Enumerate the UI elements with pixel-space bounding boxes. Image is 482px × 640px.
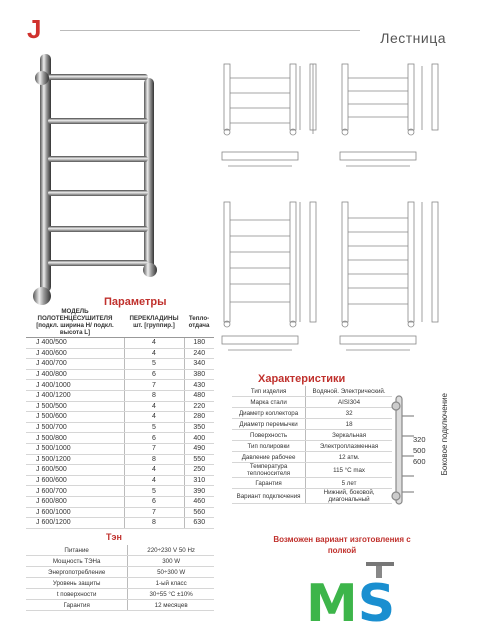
heater-row-cell: t поверхности bbox=[26, 589, 128, 600]
params-row bbox=[26, 454, 214, 465]
heater-row-cell: Питание bbox=[26, 545, 128, 556]
params-row-cell: J 400/600 bbox=[26, 348, 124, 359]
params-row bbox=[26, 401, 214, 412]
chars-row-cell: 18 bbox=[306, 419, 392, 430]
chars-row bbox=[232, 441, 392, 452]
params-row-cell: 5 bbox=[124, 422, 184, 433]
chars-row-cell: AISI304 bbox=[306, 397, 392, 408]
params-row-cell: 460 bbox=[184, 496, 214, 507]
params-row-cell: J 600/800 bbox=[26, 496, 124, 507]
params-row-cell: 4 bbox=[124, 401, 184, 412]
params-row bbox=[26, 443, 214, 454]
params-row-cell: 6 bbox=[124, 369, 184, 380]
params-row-cell: 8 bbox=[124, 390, 184, 401]
heater-row-cell: Мощность ТЭНа bbox=[26, 556, 128, 567]
heater-row bbox=[26, 589, 214, 600]
chars-row-cell: Зеркальная bbox=[306, 430, 392, 441]
drawing-xl-top bbox=[340, 336, 416, 350]
heater-row-cell: 1-ый класс bbox=[128, 578, 214, 589]
drawing-small-top bbox=[222, 152, 298, 166]
brand-logo bbox=[306, 574, 396, 634]
params-row-cell: J 400/1000 bbox=[26, 380, 124, 391]
params-row-cell: 250 bbox=[184, 465, 214, 476]
params-row bbox=[26, 518, 214, 529]
heater-row-cell: Энергопотребление bbox=[26, 567, 128, 578]
params-row bbox=[26, 433, 214, 444]
drawing-small-front bbox=[224, 64, 300, 135]
series-letter: J bbox=[27, 14, 42, 44]
params-row-cell: 5 bbox=[124, 486, 184, 497]
header-divider bbox=[60, 30, 360, 31]
params-row-cell: 480 bbox=[184, 390, 214, 401]
side-connection-label: Боковое подключение bbox=[440, 393, 449, 476]
params-row-cell: 6 bbox=[124, 496, 184, 507]
left-collector bbox=[40, 54, 51, 292]
params-row-cell: 4 bbox=[124, 465, 184, 476]
chars-row-cell: Тип полировки bbox=[232, 441, 306, 452]
params-row bbox=[26, 475, 214, 486]
params-row-cell: 6 bbox=[124, 433, 184, 444]
params-row bbox=[26, 412, 214, 423]
params-row-cell: J 600/700 bbox=[26, 486, 124, 497]
logo-letter-s: S bbox=[357, 574, 396, 634]
params-header-row bbox=[26, 307, 214, 338]
params-row-cell: J 400/500 bbox=[26, 338, 124, 349]
params-row-cell: 4 bbox=[124, 338, 184, 349]
params-row-cell: 220 bbox=[184, 401, 214, 412]
params-row-cell: 430 bbox=[184, 380, 214, 391]
heater-row-cell: 50÷300 W bbox=[128, 567, 214, 578]
params-row-cell: J 500/800 bbox=[26, 433, 124, 444]
params-row-cell: 390 bbox=[184, 486, 214, 497]
params-row-cell: J 600/1000 bbox=[26, 507, 124, 518]
params-col-heat: Тепло-отдача bbox=[184, 307, 214, 338]
params-row-cell: 180 bbox=[184, 338, 214, 349]
heater-row-cell: 30÷55 °C ±10% bbox=[128, 589, 214, 600]
params-row bbox=[26, 380, 214, 391]
params-row-cell: J 600/1200 bbox=[26, 518, 124, 529]
dim-600: 600 bbox=[413, 457, 426, 466]
technical-drawings bbox=[212, 52, 444, 360]
chars-row bbox=[232, 386, 392, 397]
params-row-cell: J 600/600 bbox=[26, 475, 124, 486]
params-row-cell: J 400/700 bbox=[26, 359, 124, 370]
drawing-tall-top bbox=[222, 336, 298, 350]
chars-row bbox=[232, 489, 392, 504]
heater-row-cell: Уровень защиты bbox=[26, 578, 128, 589]
side-dimensions bbox=[413, 434, 426, 467]
params-row-cell: 630 bbox=[184, 518, 214, 529]
chars-row-cell: Тип изделия bbox=[232, 386, 306, 397]
params-row bbox=[26, 486, 214, 497]
params-table bbox=[26, 307, 214, 529]
params-row-cell: J 500/1200 bbox=[26, 454, 124, 465]
chars-row-cell: 32 bbox=[306, 408, 392, 419]
heater-row-cell: 300 W bbox=[128, 556, 214, 567]
chars-row-cell: 115 °C max bbox=[306, 463, 392, 478]
params-row-cell: 5 bbox=[124, 359, 184, 370]
heater-row bbox=[26, 567, 214, 578]
chars-row-cell: Нижний, боковой, диагональный bbox=[306, 489, 392, 504]
heater-row bbox=[26, 600, 214, 611]
params-row bbox=[26, 369, 214, 380]
chars-row bbox=[232, 478, 392, 489]
params-row-cell: 4 bbox=[124, 348, 184, 359]
chars-row-cell: Электроплазменная bbox=[306, 441, 392, 452]
crossbars bbox=[48, 74, 148, 266]
params-row-cell: J 500/700 bbox=[26, 422, 124, 433]
params-row-cell: 280 bbox=[184, 412, 214, 423]
heater-row bbox=[26, 578, 214, 589]
params-row-cell: 350 bbox=[184, 422, 214, 433]
shelf-note: Возможен вариант изготовления с полкой bbox=[273, 535, 411, 555]
dim-320: 320 bbox=[413, 435, 426, 444]
drawing-medium-side bbox=[432, 64, 438, 130]
drawing-xl-front bbox=[342, 202, 438, 327]
params-row-cell: 240 bbox=[184, 348, 214, 359]
params-row-cell: J 600/500 bbox=[26, 465, 124, 476]
dim-500: 500 bbox=[413, 446, 426, 455]
params-col-bars: ПЕРЕКЛАДИНЫ шт. [группир.] bbox=[124, 307, 184, 338]
heater-row-cell: 12 месяцев bbox=[128, 600, 214, 611]
drawing-medium-top bbox=[340, 152, 416, 166]
params-row-cell: 4 bbox=[124, 475, 184, 486]
heater-table bbox=[26, 545, 214, 611]
heater-row-cell: Гарантия bbox=[26, 600, 128, 611]
chars-table bbox=[232, 386, 392, 504]
chars-row-cell: Температура теплоносителя bbox=[232, 463, 306, 478]
chars-row bbox=[232, 452, 392, 463]
params-row bbox=[26, 359, 214, 370]
params-row bbox=[26, 496, 214, 507]
params-row bbox=[26, 390, 214, 401]
chars-row bbox=[232, 430, 392, 441]
chars-row bbox=[232, 463, 392, 478]
params-row-cell: 7 bbox=[124, 380, 184, 391]
params-row-cell: 380 bbox=[184, 369, 214, 380]
params-row-cell: 310 bbox=[184, 475, 214, 486]
params-row-cell: 8 bbox=[124, 518, 184, 529]
params-row-cell: 8 bbox=[124, 454, 184, 465]
params-row-cell: 550 bbox=[184, 454, 214, 465]
params-row-cell: J 500/500 bbox=[26, 401, 124, 412]
chars-row bbox=[232, 419, 392, 430]
params-row-cell: 400 bbox=[184, 433, 214, 444]
bottom-mount bbox=[33, 287, 51, 305]
params-row bbox=[26, 338, 214, 349]
drawing-small-side bbox=[310, 64, 316, 134]
params-row-cell: 7 bbox=[124, 443, 184, 454]
params-row bbox=[26, 465, 214, 476]
params-row-cell: J 400/800 bbox=[26, 369, 124, 380]
chars-row-cell: Водяной. Электрический. bbox=[306, 386, 392, 397]
chars-row bbox=[232, 408, 392, 419]
heater-title: Тэн bbox=[106, 532, 122, 542]
params-row-cell: J 500/1000 bbox=[26, 443, 124, 454]
heater-row-cell: 220÷230 V 50 Hz bbox=[128, 545, 214, 556]
params-row bbox=[26, 507, 214, 518]
chars-row-cell: Диаметр перемычки bbox=[232, 419, 306, 430]
params-title: Параметры bbox=[104, 296, 167, 308]
params-row-cell: 560 bbox=[184, 507, 214, 518]
params-row-cell: J 400/1200 bbox=[26, 390, 124, 401]
params-row bbox=[26, 348, 214, 359]
params-row-cell: 4 bbox=[124, 412, 184, 423]
params-row-cell: J 500/600 bbox=[26, 412, 124, 423]
params-row bbox=[26, 422, 214, 433]
product-photo bbox=[28, 48, 166, 310]
chars-row-cell: Диаметр коллектора bbox=[232, 408, 306, 419]
chars-row-cell: Вариант подключения bbox=[232, 489, 306, 504]
chars-row-cell: Поверхность bbox=[232, 430, 306, 441]
params-col-model: МОДЕЛЬ ПОЛОТЕНЦЕСУШИТЕЛЯ [подкл. ширина Н/ подкл. высота L] bbox=[26, 307, 124, 338]
chars-title: Характеристики bbox=[258, 373, 346, 385]
chars-row-cell: Гарантия bbox=[232, 478, 306, 489]
logo-letter-m: M bbox=[306, 574, 358, 634]
chars-row-cell: Давление рабочее bbox=[232, 452, 306, 463]
params-row-cell: 340 bbox=[184, 359, 214, 370]
chars-row-cell: 12 атм. bbox=[306, 452, 392, 463]
drawing-tall-front bbox=[224, 202, 316, 327]
series-name: Лестница bbox=[380, 30, 446, 46]
chars-row-cell: Марка стали bbox=[232, 397, 306, 408]
chars-row bbox=[232, 397, 392, 408]
drawing-medium-front bbox=[342, 64, 422, 135]
right-collector bbox=[144, 78, 154, 274]
params-row-cell: 7 bbox=[124, 507, 184, 518]
chars-row-cell: 5 лет bbox=[306, 478, 392, 489]
heater-row bbox=[26, 556, 214, 567]
params-row-cell: 490 bbox=[184, 443, 214, 454]
heater-row bbox=[26, 545, 214, 556]
